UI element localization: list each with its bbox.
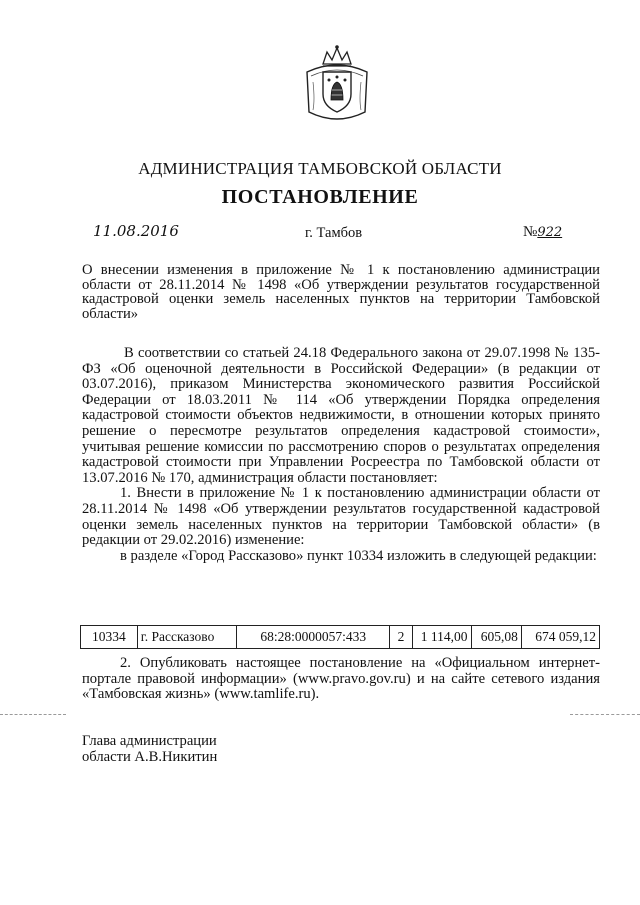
signature-name: области А.В.Никитин (82, 749, 218, 765)
table-cell-item-number: 10334 (81, 626, 138, 649)
document-body (82, 346, 600, 564)
document-subject: О внесении изменения в приложение № 1 к постановлению администрации области от 28.11.2014 № 1498 «Об утверждении результатов государственной кадастровой оценки земель населенных пунктов на территории Тамбовской области» (82, 262, 600, 322)
number-prefix: № (523, 224, 538, 240)
document-meta-row (0, 223, 640, 245)
table-cell-locality: г. Рассказово (137, 626, 237, 649)
scan-divider-left (0, 714, 66, 715)
item-2-block (82, 656, 600, 703)
signature-block (82, 733, 217, 765)
issuing-authority: АДМИНИСТРАЦИЯ ТАМБОВСКОЙ ОБЛАСТИ (138, 159, 502, 178)
table-cell-total-value: 674 059,12 (521, 626, 599, 649)
preamble-paragraph: В соответствии со статьей 24.18 Федерального закона от 29.07.1998 № 135-ФЗ «Об оценочной деятельности в Российской Федерации» (в редакции от 03.07.2016), приказом Министерства экономического развития Российской Федерации от 18.03.2011 № 114 «Об утверждении Порядка определения кадастровой стоимости объектов недвижимости, в отношении которых принято решение о пересмотре результатов определения кадастровой стоимости», учитывая решение комиссии по рассмотрению споров о результатах определения кадастровой стоимости при Управлении Росреестра по Тамбовской области от 13.07.2016 № 170, администрация области постановляет: (82, 345, 600, 486)
table-cell-area: 1 114,00 (412, 626, 471, 649)
document-number (523, 224, 562, 241)
table-cell-unit-value: 605,08 (471, 626, 521, 649)
signature-position: Глава администрации (82, 733, 217, 749)
item-1-paragraph: 1. Внести в приложение № 1 к постановлению администрации области от 28.11.2014 № 1498 «Об утверждении результатов государственной кадастровой оценки земель населенных пунктов на территории Тамбовской области» (в редакции от 29.02.2016) изменение: (82, 485, 600, 549)
coat-of-arms-emblem (301, 42, 373, 128)
table-cell-cadastral-number: 68:28:0000057:433 (237, 626, 390, 649)
item-2-paragraph: 2. Опубликовать настоящее постановление на «Официальном интернет-портале правовой информации» (www.pravo.gov.ru) и на сайте сетевого издания «Тамбовская жизнь» (www.tamlife.ru). (82, 655, 600, 703)
coat-of-arms-icon (301, 42, 373, 128)
item-1-subparagraph: в разделе «Город Рассказово» пункт 10334 изложить в следующей редакции: (120, 547, 597, 564)
document-type-title: ПОСТАНОВЛЕНИЕ (221, 186, 419, 208)
document-city: г. Тамбов (305, 225, 363, 241)
scan-divider-right (570, 714, 640, 715)
cadastral-value-table (80, 625, 600, 649)
number-value: 922 (537, 225, 563, 240)
document-date: 11.08.2016 (93, 222, 179, 240)
table-row (81, 626, 600, 649)
table-cell-category: 2 (390, 626, 412, 649)
